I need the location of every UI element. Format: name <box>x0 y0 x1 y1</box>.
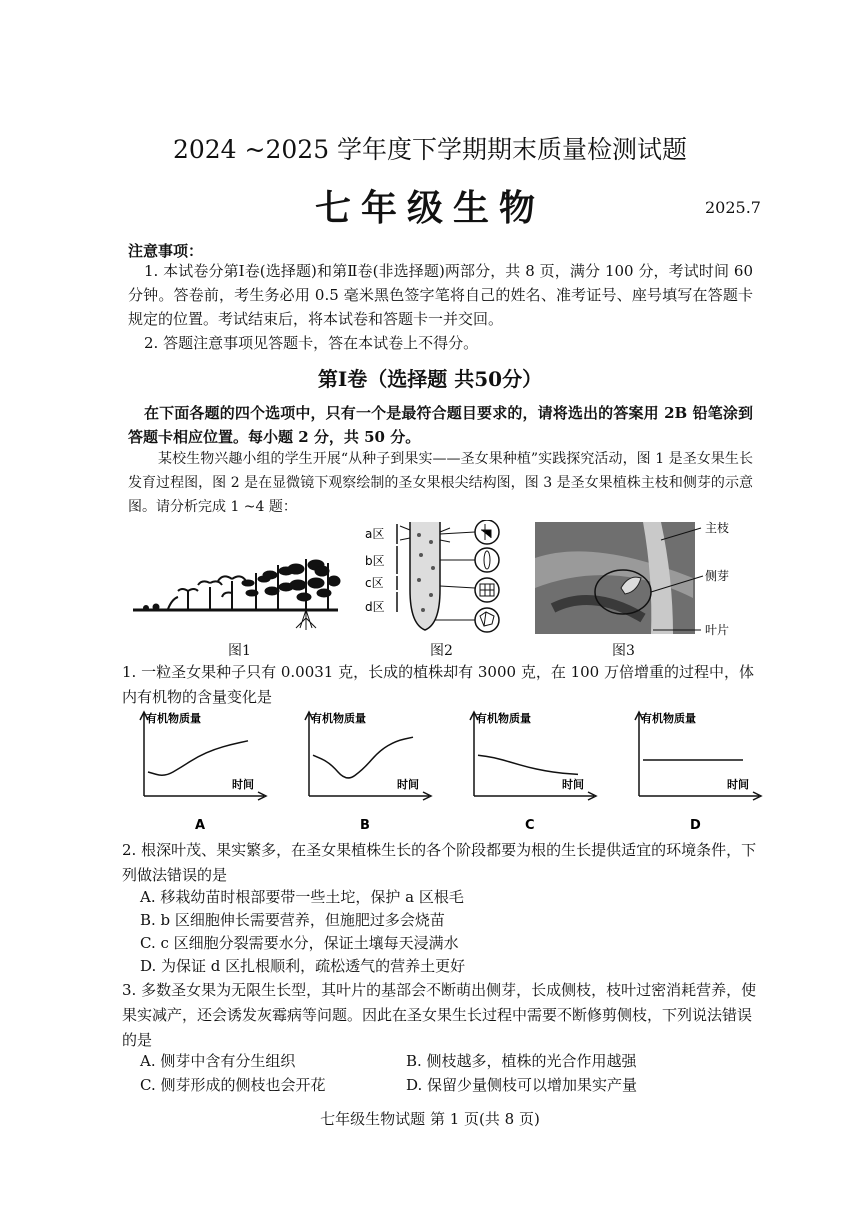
figure-1-caption: 图1 <box>228 643 251 659</box>
x-axis-label: 时间 <box>562 778 584 791</box>
fig2-label-d: d区 <box>365 600 385 614</box>
notice-label: 注意事项： <box>128 242 204 260</box>
question-2-option-b: B. b 区细胞伸长需要营养，但施肥过多会烧苗 <box>140 911 445 929</box>
fig2-label-a: a区 <box>365 527 385 541</box>
figure-2-root-tip <box>355 520 525 645</box>
context-text: 某校生物兴趣小组的学生开展“从种子到果实——圣女果种植”实践探究活动，图 1 是圣女果生长发育过程图，图 2 是在显微镜下观察绘制的圣女果根尖结构图，图 3 是圣女果植株主枝和侧芽的示意图。请分析完成 1 ~4 题： <box>128 451 753 515</box>
question-3-option-b: B. 侧枝越多，植株的光合作用越强 <box>406 1052 637 1070</box>
question-3-stem: 3. 多数圣女果为无限生长型，其叶片的基部会不断萌出侧芽，长成侧枝，枝叶过密消耗营养，使果实减产，还会诱发灰霉病等问题。因此在圣女果生长过程中需要不断修剪侧枝，下列说法错误的是 <box>122 981 757 1049</box>
option-chart-b <box>293 708 438 833</box>
y-axis-label: 有机物质量 <box>311 712 366 725</box>
x-axis-label: 时间 <box>727 778 749 791</box>
section-instruction: 在下面各题的四个选项中，只有一个是最符合题目要求的，请将选出的答案用 2B 铅笔涂到答题卡相应位置。每小题 2 分，共 50 分。 <box>128 404 753 446</box>
series-line <box>148 741 248 775</box>
fig3-label-main: 主枝 <box>705 521 730 535</box>
question-1-stem: 1. 一粒圣女果种子只有 0.0031 克，长成的植株却有 3000 克，在 100 万倍增重的过程中，体内有机物的含量变化是 <box>122 663 754 706</box>
exam-date: 2025.7 <box>705 198 761 217</box>
option-chart-a <box>128 708 273 833</box>
subject-title: 七年级生物 <box>314 187 545 229</box>
option-label: A <box>195 818 206 833</box>
fig3-label-leaf: 叶片 <box>705 623 730 637</box>
question-3-option-a: A. 侧芽中含有分生组织 <box>140 1052 296 1070</box>
option-label: B <box>360 818 370 833</box>
exam-title: 2024 ~2025 学年度下学期期末质量检测试题 <box>172 135 688 164</box>
fig2-label-c: c区 <box>365 576 384 590</box>
question-3-option-d: D. 保留少量侧枝可以增加果实产量 <box>406 1076 638 1094</box>
section-title: 第Ⅰ卷（选择题 共50分） <box>317 367 543 391</box>
notice-item-1: 1. 本试卷分第Ⅰ卷(选择题)和第Ⅱ卷(非选择题)两部分，共 8 页，满分 100 分，考试时间 60 分钟。答卷前，考生务必用 0.5 毫米黑色签字笔将自己的姓名、准考证号、座号填写在答题卡规定的位置。考试结束后，将本试卷和答题卡一并交回。 <box>128 262 753 328</box>
figure-3-branch-photo <box>533 518 763 643</box>
page-footer: 七年级生物试题 第 1 页(共 8 页) <box>320 1110 540 1128</box>
option-label: D <box>690 818 701 833</box>
series-line <box>313 737 413 778</box>
series-line <box>478 755 578 774</box>
figure-3-caption: 图3 <box>612 643 635 659</box>
figure-1-growth <box>128 535 343 645</box>
y-axis-label: 有机物质量 <box>641 712 696 725</box>
question-3-option-c: C. 侧芽形成的侧枝也会开花 <box>140 1076 326 1094</box>
question-2-option-c: C. c 区细胞分裂需要水分，保证土壤每天浸满水 <box>140 934 459 952</box>
fig2-label-b: b区 <box>365 554 385 568</box>
x-axis-label: 时间 <box>397 778 419 791</box>
fig3-label-bud: 侧芽 <box>705 569 730 583</box>
option-chart-c <box>458 708 603 833</box>
question-2-option-a: A. 移栽幼苗时根部要带一些土坨，保护 a 区根毛 <box>140 888 464 906</box>
x-axis-label: 时间 <box>232 778 254 791</box>
option-chart-d <box>623 708 768 833</box>
figure-2-caption: 图2 <box>430 643 453 659</box>
question-2-stem: 2. 根深叶茂、果实繁多，在圣女果植株生长的各个阶段都要为根的生长提供适宜的环境条件，下列做法错误的是 <box>122 841 757 884</box>
y-axis-label: 有机物质量 <box>146 712 201 725</box>
question-2-option-d: D. 为保证 d 区扎根顺利，疏松透气的营养土更好 <box>140 957 466 975</box>
option-label: C <box>525 818 535 833</box>
notice-item-2: 2. 答题注意事项见答题卡，答在本试卷上不得分。 <box>144 334 479 352</box>
question-1-charts <box>128 708 768 833</box>
y-axis-label: 有机物质量 <box>476 712 531 725</box>
